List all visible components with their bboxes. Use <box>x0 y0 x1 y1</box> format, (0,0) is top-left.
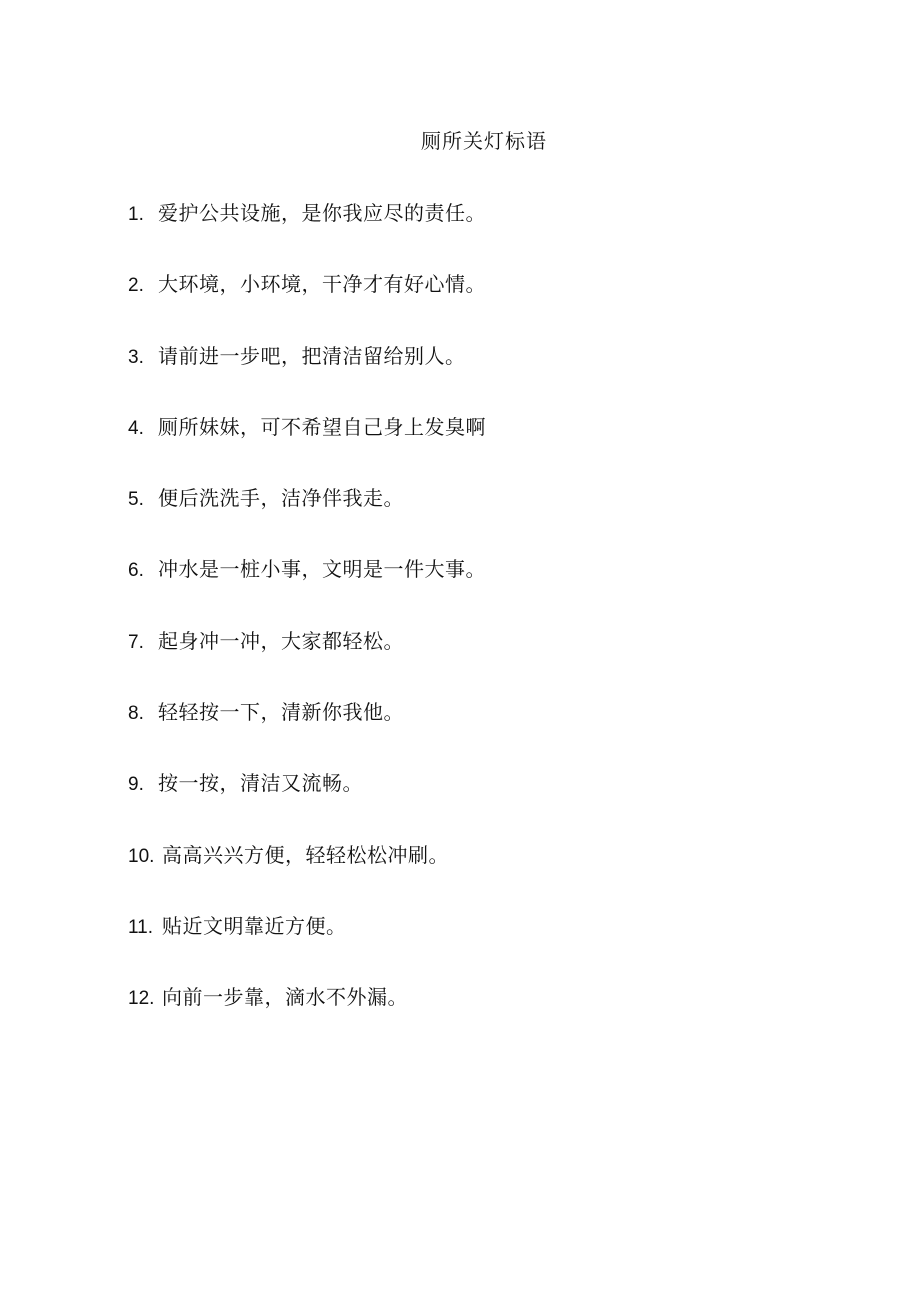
item-number: 4. <box>128 417 144 439</box>
list-item <box>128 339 828 410</box>
item-number: 9. <box>128 774 144 796</box>
item-text: 厕所妹妹，可不希望自己身上发臭啊 <box>158 414 486 439</box>
page-title: 厕所关灯标语 <box>421 129 547 153</box>
item-number: 1. <box>128 204 144 225</box>
list-item <box>128 909 828 980</box>
item-text: 起身冲一冲，大家都轻松。 <box>158 628 404 653</box>
list-item <box>128 267 828 338</box>
item-number: 7. <box>128 631 144 653</box>
item-number: 5. <box>128 489 144 511</box>
item-text: 冲水是一桩小事，文明是一件大事。 <box>158 557 486 582</box>
slogan-list <box>128 196 828 1052</box>
item-number: 10. <box>128 845 155 867</box>
item-number: 11. <box>128 916 154 938</box>
list-item <box>128 410 828 481</box>
list-item <box>128 980 828 1051</box>
list-item <box>128 838 828 909</box>
list-item <box>128 481 828 552</box>
item-text: 爱护公共设施，是你我应尽的责任。 <box>158 201 486 225</box>
list-item <box>128 196 828 267</box>
item-text: 请前进一步吧，把清洁留给别人。 <box>158 343 466 368</box>
list-item <box>128 695 828 766</box>
item-number: 2. <box>128 275 144 297</box>
item-text: 按一按，清洁又流畅。 <box>158 771 363 796</box>
item-number: 3. <box>128 346 144 368</box>
item-text: 便后洗洗手，洁净伴我走。 <box>158 486 404 511</box>
item-number: 8. <box>128 703 144 725</box>
item-text: 大环境，小环境，干净才有好心情。 <box>158 272 486 297</box>
item-number: 6. <box>128 560 144 582</box>
item-text: 轻轻按一下，清新你我他。 <box>158 700 404 725</box>
list-item <box>128 552 828 623</box>
item-text: 贴近文明靠近方便。 <box>162 913 347 938</box>
item-text: 向前一步靠，滴水不外漏。 <box>162 985 408 1010</box>
list-item <box>128 766 828 837</box>
item-number: 12. <box>128 988 155 1010</box>
list-item <box>128 624 828 695</box>
item-text: 高高兴兴方便，轻轻松松冲刷。 <box>162 842 449 867</box>
